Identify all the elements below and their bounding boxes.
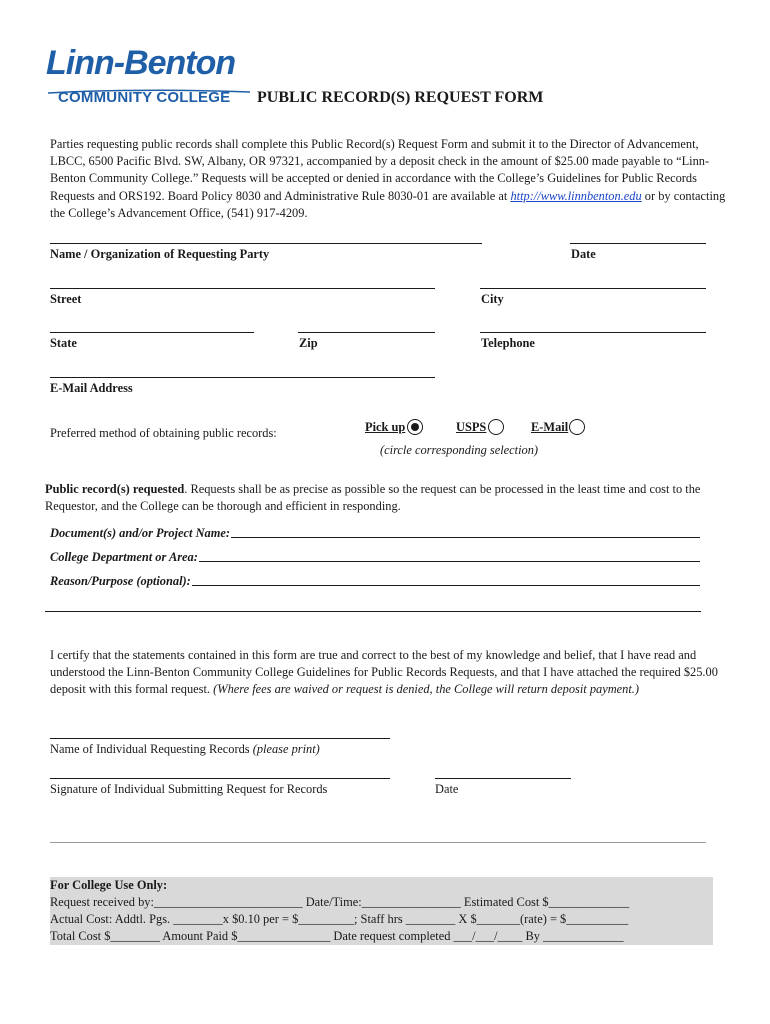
intro-text-end: or by contacting the College’s Advancement Office, (541) 917-4209. (50, 188, 726, 220)
printed-name-line[interactable] (50, 738, 390, 739)
requested-text: . Requests shall be as precise as possible so the request can be processed in the least time and cost to the Requestor, and the College can be thorough and efficient in responding. (45, 482, 701, 514)
city-label: City (481, 292, 504, 306)
printed-name-text: Name of Individual Requesting Records (50, 742, 253, 756)
radio-selected-dot (411, 423, 419, 431)
documents-label: Document(s) and/or Project Name: (50, 526, 230, 540)
date-line[interactable] (570, 243, 706, 244)
date-label: Date (571, 247, 596, 261)
reason-label: Reason/Purpose (optional): (50, 574, 191, 588)
pickup-radio-icon[interactable] (407, 419, 423, 435)
reason-field[interactable] (50, 574, 700, 589)
college-logo (46, 44, 256, 108)
logo-subtitle: COMMUNITY COLLEGE (58, 89, 231, 106)
certify-italic: (Where fees are waived or request is denied, the College will return deposit payment.) (213, 682, 640, 697)
form-title: PUBLIC RECORD(S) REQUEST FORM (257, 89, 544, 106)
printed-name-hint: (please print) (252, 742, 320, 756)
certify-text: I certify that the statements contained in this form are true and correct to the best of my knowledge and belief, that I have read and understood the Linn-Benton Community College Guidelines for Public Records Requests, and that I have attached the required $25.00 deposit with this formal request. (50, 648, 718, 697)
documents-line[interactable] (231, 537, 700, 538)
college-use-heading: For College Use Only: (50, 877, 713, 894)
state-line[interactable] (50, 332, 254, 333)
option-email[interactable] (531, 419, 585, 435)
option-pickup-label: Pick up (365, 419, 406, 434)
intro-text: Parties requesting public records shall complete this Public Record(s) Request Form and submit it to the Director of Advancement, LBCC, 6500 Pacific Blvd. SW, Albany, OR 97321, accompanied by a deposit check in the amount of $25.00 made payable to “Linn-Benton Community College.” Requests will be accepted or denied in accordance with the College’s Guidelines for Public Records Requests and ORS192. Board Policy 8030 and Administrative Rule 8030-01 are available at (50, 137, 710, 203)
department-label: College Department or Area: (50, 550, 198, 564)
department-line[interactable] (199, 561, 700, 562)
certify-paragraph (50, 647, 724, 699)
name-org-line[interactable] (50, 243, 482, 244)
section-divider (50, 842, 706, 843)
documents-field[interactable] (50, 526, 700, 541)
intro-paragraph (50, 136, 726, 222)
logo-wordmark: Linn-Benton (46, 44, 236, 82)
college-use-line-2[interactable]: Actual Cost: Addtl. Pgs. ________x $0.10 per = $_________; Staff hrs ________ X $_______(rate) = $__________ (50, 911, 713, 928)
state-label: State (50, 336, 77, 350)
street-label: Street (50, 292, 82, 306)
email-label: E-Mail Address (50, 381, 133, 395)
reason-line[interactable] (192, 585, 700, 586)
website-link[interactable]: http://www.linnbenton.edu (510, 188, 642, 203)
usps-radio-icon[interactable] (488, 419, 504, 435)
signature-date-label: Date (435, 782, 459, 796)
email-radio-icon[interactable] (569, 419, 585, 435)
signature-label: Signature of Individual Submitting Request for Records (50, 782, 328, 796)
department-field[interactable] (50, 550, 700, 565)
name-org-label: Name / Organization of Requesting Party (50, 247, 270, 261)
option-email-label: E-Mail (531, 419, 569, 434)
requested-paragraph (45, 481, 725, 515)
preferred-method-label: Preferred method of obtaining public records: (50, 426, 277, 440)
zip-line[interactable] (298, 332, 435, 333)
city-line[interactable] (480, 288, 706, 289)
telephone-line[interactable] (480, 332, 706, 333)
printed-name-label (50, 742, 320, 757)
street-line[interactable] (50, 288, 435, 289)
option-pickup[interactable] (365, 419, 423, 435)
signature-date-line[interactable] (435, 778, 571, 779)
option-usps[interactable] (456, 419, 504, 435)
email-line[interactable] (50, 377, 435, 378)
college-use-line-3[interactable]: Total Cost $________ Amount Paid $_______________ Date request completed ___/___/____ By _____________ (50, 928, 713, 945)
extra-request-line[interactable] (45, 611, 701, 612)
college-use-block (50, 877, 713, 945)
telephone-label: Telephone (481, 336, 535, 350)
zip-label: Zip (299, 336, 318, 350)
requested-heading: Public record(s) requested (45, 482, 185, 496)
selection-note: (circle corresponding selection) (380, 443, 539, 457)
option-usps-label: USPS (456, 419, 487, 434)
signature-line[interactable] (50, 778, 390, 779)
college-use-line-1[interactable]: Request received by:________________________ Date/Time:________________ Estimated Cost $_____________ (50, 894, 713, 911)
